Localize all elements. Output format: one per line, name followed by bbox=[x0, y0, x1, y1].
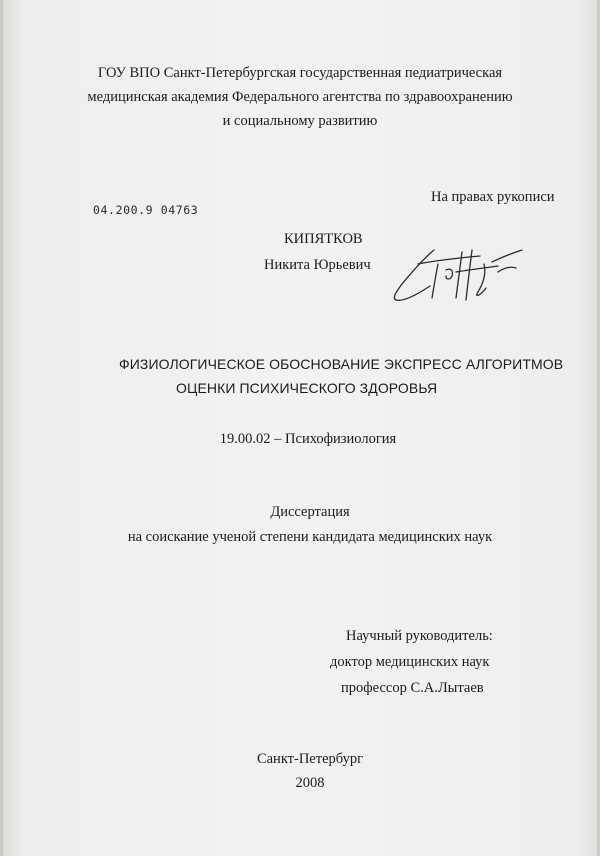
registration-stamp: 04.200.9 04763 bbox=[93, 203, 199, 217]
year: 2008 bbox=[295, 775, 325, 791]
dissertation-title-line-1: ФИЗИОЛОГИЧЕСКОЕ ОБОСНОВАНИЕ ЭКСПРЕСС АЛГОРИТМОВ bbox=[119, 356, 564, 372]
degree-line: на соискание ученой степени кандидата медицинских наук bbox=[127, 529, 493, 545]
work-type: Диссертация bbox=[270, 504, 350, 520]
author-surname: КИПЯТКОВ bbox=[284, 231, 363, 247]
supervisor-degree: доктор медицинских наук bbox=[330, 654, 490, 670]
city: Санкт-Петербург bbox=[256, 751, 364, 767]
author-given-names: Никита Юрьевич bbox=[264, 257, 371, 273]
supervisor-heading: Научный руководитель: bbox=[346, 628, 493, 644]
specialty-code: 19.00.02 – Психофизиология bbox=[219, 431, 397, 447]
dissertation-title-line-2: ОЦЕНКИ ПСИХИЧЕСКОГО ЗДОРОВЬЯ bbox=[176, 380, 438, 396]
institution-line-1: ГОУ ВПО Санкт-Петербургская государственная педиатрическая bbox=[97, 65, 503, 81]
handwritten-signature bbox=[388, 242, 528, 308]
institution-line-2: медицинская академия Федерального агентства по здравоохранению bbox=[87, 89, 513, 105]
rights-note: На правах рукописи bbox=[431, 189, 555, 205]
supervisor-name: профессор С.А.Лытаев bbox=[341, 680, 484, 696]
institution-line-3: и социальному развитию bbox=[222, 113, 378, 129]
